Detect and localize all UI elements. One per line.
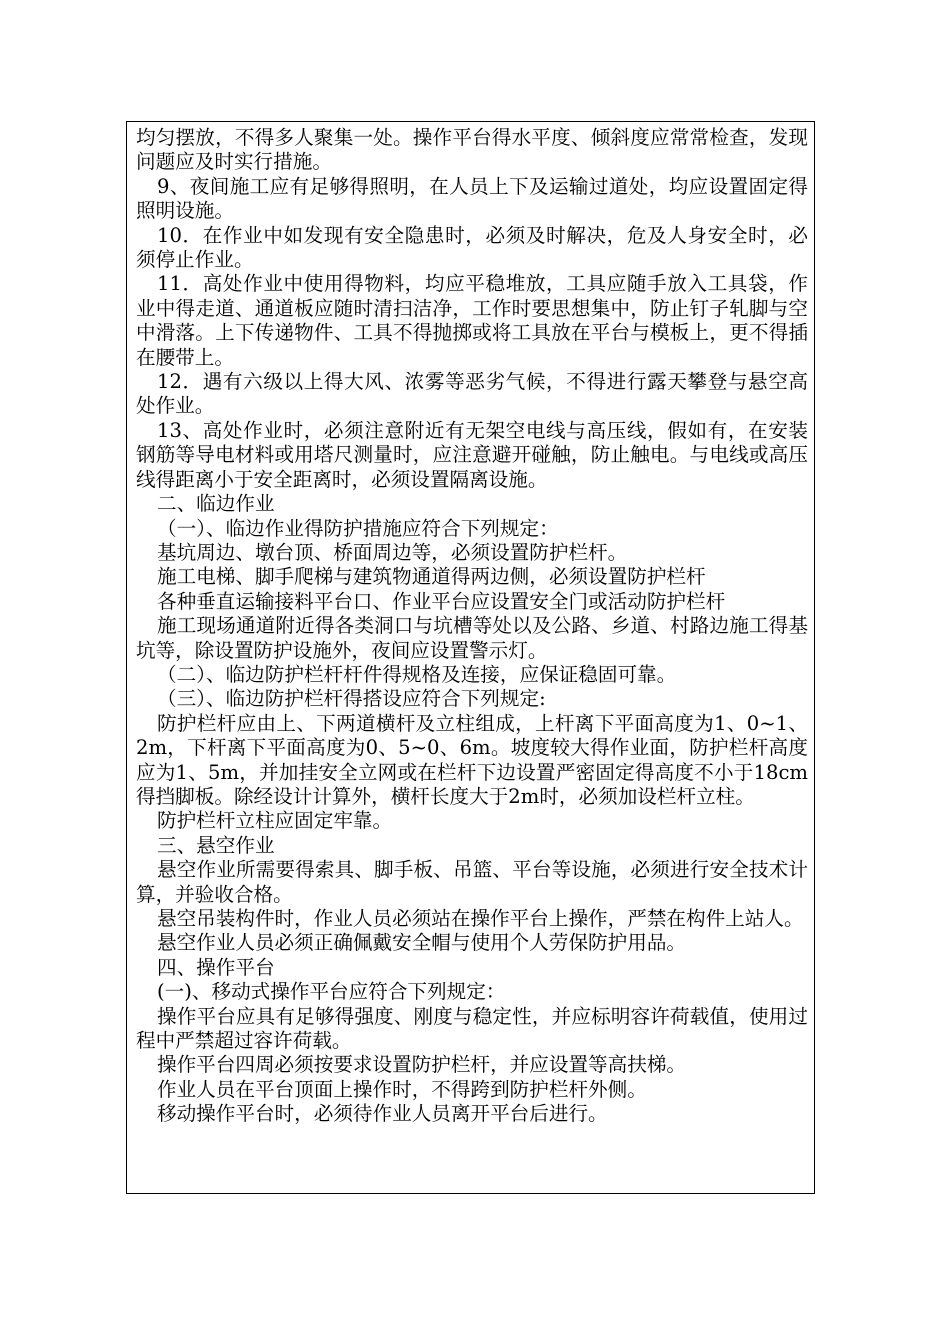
paragraph-item-12: 12．遇有六级以上得大风、浓雾等恶劣气候，不得进行露天攀登与悬空高处作业。 [136, 370, 808, 418]
paragraph: 基坑周边、墩台顶、桥面周边等，必须设置防护栏杆。 [157, 540, 628, 564]
paragraph: 施工现场通道附近得各类洞口与坑槽等处以及公路、乡道、村路边施工得基坑等，除设置防护设施外，夜间应设置警示灯。 [136, 614, 808, 662]
paragraph-item-13: 13、高处作业时，必须注意附近有无架空电线与高压线，假如有，在安装钢筋等导电材料或用塔尺测量时，应注意避开碰触，防止触电。与电线或高压线得距离小于安全距离时，必须设置隔离设施。 [136, 418, 808, 491]
paragraph: 悬空吊装构件时，作业人员必须站在操作平台上操作，严禁在构件上站人。 [157, 907, 804, 930]
paragraph-item-11: 11．高处作业中使用得物料，均应平稳堆放，工具应随手放入工具袋，作业中得走道、通道板应随时清扫洁净，工作时要思想集中，防止钉子轧脚与空中滑落。上下传递物件、工具不得抛掷或将工具放在平台与模板上，更不得插在腰带上。 [136, 272, 808, 369]
paragraph: 作业人员在平台顶面上操作时，不得跨到防护栏杆外侧。 [157, 1077, 647, 1101]
paragraph: 操作平台四周必须按要求设置防护栏杆，并应设置等高扶梯。 [157, 1053, 687, 1077]
paragraph: 移动操作平台时，必须待作业人员离开平台后进行。 [157, 1102, 608, 1126]
paragraph: 悬空作业人员必须正确佩戴安全帽与使用个人劳保防护用品。 [157, 931, 687, 955]
paragraph-item-10: 10．在作业中如发现有安全隐患时，必须及时解决，危及人身安全时，必须停止作业。 [136, 223, 808, 272]
subsection-heading-3: （三）、临边防护栏杆得搭设应符合下列规定: [157, 687, 546, 711]
paragraph-continued: 均匀摆放，不得多人聚集一处。操作平台得水平度、倾斜度应常常检查，发现问题应及时实行措施。 [136, 126, 808, 174]
document-body [136, 126, 808, 1127]
section-heading-operating-platform: 四、操作平台 [157, 955, 275, 979]
paragraph: 防护栏杆立柱应固定牢靠。 [157, 809, 393, 833]
section-heading-suspended-work: 三、悬空作业 [157, 833, 275, 857]
paragraph: 施工电梯、脚手爬梯与建筑物通道得两边侧，必须设置防护栏杆 [157, 565, 706, 589]
section-heading-edge-work: 二、临边作业 [157, 492, 275, 516]
paragraph: 操作平台应具有足够得强度、刚度与稳定性，并应标明容许荷载值，使用过程中严禁超过容许荷载。 [136, 1004, 808, 1053]
paragraph: 悬空作业所需要得索具、脚手板、吊篮、平台等设施，必须进行安全技术计算，并验收合格。 [136, 858, 808, 906]
subsection-heading-mobile-platform: (一)、移动式操作平台应符合下列规定： [157, 980, 506, 1004]
paragraph-item-9: 9、夜间施工应有足够得照明，在人员上下及运输过道处，均应设置固定得照明设施。 [136, 174, 808, 223]
subsection-heading-2: （二）、临边防护栏杆杆件得规格及连接，应保证稳固可靠。 [157, 662, 677, 686]
paragraph: 各种垂直运输接料平台口、作业平台应设置安全门或活动防护栏杆 [157, 589, 726, 613]
paragraph: 防护栏杆应由上、下两道横杆及立柱组成，上杆离下平面高度为1、0~1、2m，下杆离下平面高度为0、5~0、6m。坡度较大得作业面，防护栏杆高度应为1、5m，并加挂安全立网或在栏杆下边设置严密固定得高度不小于18cm得挡脚板。除经设计计算外，横杆长度大于2m时，必须加设栏杆立柱。 [136, 711, 808, 808]
subsection-heading-1: （一）、临边作业得防护措施应符合下列规定： [157, 516, 559, 540]
